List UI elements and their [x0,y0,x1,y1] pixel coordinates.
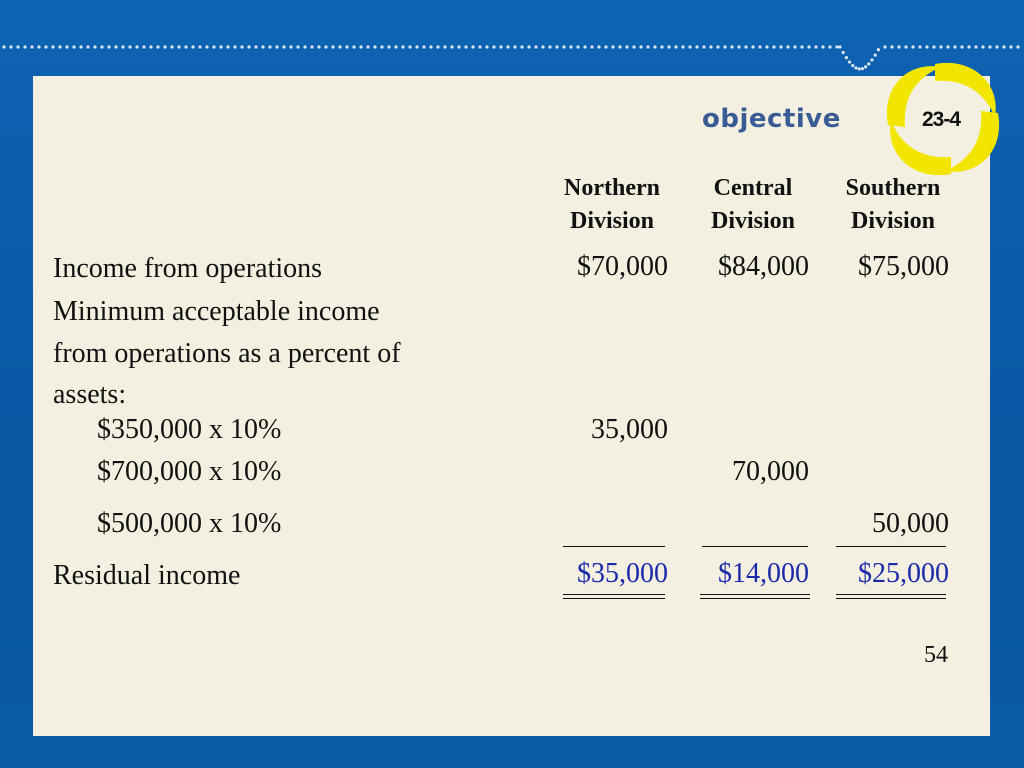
border-dot [960,45,963,48]
border-dot [317,45,320,48]
border-dot [149,45,152,48]
income-southern: $75,000 [858,251,949,282]
column-header-line2: Division [710,208,796,234]
border-dot [716,45,719,48]
residual-northern: $35,000 [577,558,668,589]
border-dot [737,45,740,48]
border-dot [867,62,870,65]
border-dot [709,45,712,48]
border-dot [429,45,432,48]
border-dot [870,58,873,61]
border-dot [918,45,921,48]
border-dot [191,45,194,48]
border-dot [842,51,845,54]
border-dot [366,45,369,48]
column-header-line1: Southern [845,175,941,201]
income-central: $84,000 [718,251,809,282]
border-dot [520,45,523,48]
border-dot [576,45,579,48]
border-dot [107,45,110,48]
border-dot [359,45,362,48]
border-dot [331,45,334,48]
border-dot [639,45,642,48]
residual-central: $14,000 [718,558,809,589]
border-dot [988,45,991,48]
border-dot [932,45,935,48]
income-northern: $70,000 [577,251,668,282]
border-dot [723,45,726,48]
border-dot [925,45,928,48]
border-dot [772,45,775,48]
border-dot [534,45,537,48]
subtotal-rule-southern [836,546,946,547]
border-dot [163,45,166,48]
border-dot [345,45,348,48]
border-dot [667,45,670,48]
border-dot [233,45,236,48]
border-dot [226,45,229,48]
border-dot [205,45,208,48]
border-dot [128,45,131,48]
sub-row-label-northern: $350,000 x 10% [97,414,282,445]
border-dot [758,45,761,48]
border-dot [457,45,460,48]
border-dot [275,45,278,48]
total-double-rule-northern-top [563,594,665,595]
border-dot [492,45,495,48]
border-dot [51,45,54,48]
border-dot [590,45,593,48]
border-dot [828,45,831,48]
border-dot [436,45,439,48]
total-double-rule-southern-top [836,594,946,595]
border-dot [352,45,355,48]
border-dot [79,45,82,48]
border-dot [981,45,984,48]
border-dot [597,45,600,48]
border-dot [874,53,877,56]
border-dot [324,45,327,48]
border-dot [114,45,117,48]
residual-southern: $25,000 [858,558,949,589]
border-dot [1002,45,1005,48]
border-dot [861,67,864,70]
border-dot [394,45,397,48]
border-dot [499,45,502,48]
border-dot [779,45,782,48]
border-dot [904,45,907,48]
border-dot [177,45,180,48]
border-dot [967,45,970,48]
border-dot [338,45,341,48]
border-dot [100,45,103,48]
column-header-line2: Division [569,208,655,234]
border-dot [864,65,867,68]
border-dot [282,45,285,48]
border-dot [37,45,40,48]
border-dot [848,60,851,63]
border-dot [1016,45,1019,48]
row-label-minimum-line2: from operations as a percent of [53,338,401,369]
border-dot [443,45,446,48]
border-dot [58,45,61,48]
sub-row-label-southern: $500,000 x 10% [97,508,282,539]
objective-label: objective [702,104,841,134]
border-dot [170,45,173,48]
sub-value-central: 70,000 [732,456,809,487]
border-dot [744,45,747,48]
column-header-northern [547,172,677,238]
border-dot [303,45,306,48]
total-double-rule-northern-bottom [563,598,665,599]
border-dot [583,45,586,48]
border-dot [851,64,854,67]
border-dot [380,45,383,48]
column-header-line2: Division [850,208,936,234]
border-dot [625,45,628,48]
border-dot [653,45,656,48]
border-dot [16,45,19,48]
border-dot [261,45,264,48]
border-dot [877,48,880,51]
border-dot [890,45,893,48]
row-label-minimum-line3: assets: [53,379,127,410]
border-dot [247,45,250,48]
border-dot [646,45,649,48]
total-double-rule-central-bottom [700,598,810,599]
border-dot [415,45,418,48]
border-dot [506,45,509,48]
border-dot [401,45,404,48]
border-dot [786,45,789,48]
border-dot [604,45,607,48]
border-dot [212,45,215,48]
border-dot [835,45,838,48]
border-dot [86,45,89,48]
border-dot [65,45,68,48]
border-dot [702,45,705,48]
border-dot [30,45,33,48]
row-label-income: Income from operations [53,253,323,284]
border-dot [974,45,977,48]
border-dot [821,45,824,48]
border-dot [695,45,698,48]
sub-value-southern: 50,000 [872,508,949,539]
border-dot [897,45,900,48]
border-dot [730,45,733,48]
border-dot [156,45,159,48]
border-dot [845,56,848,59]
border-dot [793,45,796,48]
border-dot [611,45,614,48]
border-dot [946,45,949,48]
border-dot [422,45,425,48]
border-dot [478,45,481,48]
column-header-central [688,172,818,238]
border-dot [569,45,572,48]
border-dot [911,45,914,48]
border-dot [838,45,841,48]
border-dot [674,45,677,48]
border-dot [135,45,138,48]
border-dot [464,45,467,48]
border-dot [765,45,768,48]
border-dot [296,45,299,48]
border-dot [751,45,754,48]
border-dot [450,45,453,48]
border-dot [618,45,621,48]
border-dot [681,45,684,48]
border-dot [883,45,886,48]
border-dot [471,45,474,48]
border-dot [995,45,998,48]
border-dot [93,45,96,48]
border-dot [387,45,390,48]
row-label-minimum-line1: Minimum acceptable income [53,296,380,327]
objective-number: 23-4 [922,108,961,131]
border-dot [268,45,271,48]
border-dot [2,45,5,48]
row-label-residual: Residual income [53,560,241,591]
total-double-rule-southern-bottom [836,598,946,599]
border-dot [527,45,530,48]
border-dot [541,45,544,48]
border-dot [310,45,313,48]
border-dot [953,45,956,48]
sub-row-label-central: $700,000 x 10% [97,456,282,487]
border-dot [485,45,488,48]
border-dot [198,45,201,48]
column-header-line1: Central [713,175,793,201]
subtotal-rule-northern [563,546,665,547]
border-dot [184,45,187,48]
border-dot [688,45,691,48]
border-dot [562,45,565,48]
border-dot [23,45,26,48]
border-dot [939,45,942,48]
border-dot [632,45,635,48]
border-dot [240,45,243,48]
border-dot [289,45,292,48]
border-dot [513,45,516,48]
border-dot [219,45,222,48]
border-dot [254,45,257,48]
border-dot [44,45,47,48]
border-dot [807,45,810,48]
border-dot [548,45,551,48]
border-dot [800,45,803,48]
border-dot [142,45,145,48]
page-number: 54 [924,642,948,668]
column-header-line1: Northern [564,175,660,201]
sub-value-northern: 35,000 [591,414,668,445]
border-dot [854,66,857,69]
border-dot [858,67,861,70]
border-dot [555,45,558,48]
total-double-rule-central-top [700,594,810,595]
border-dot [373,45,376,48]
border-dot [660,45,663,48]
border-dot [814,45,817,48]
border-dot [121,45,124,48]
border-dot [1009,45,1012,48]
border-dot [408,45,411,48]
subtotal-rule-central [702,546,808,547]
column-header-southern [828,172,958,238]
border-dot [72,45,75,48]
border-dot [9,45,12,48]
